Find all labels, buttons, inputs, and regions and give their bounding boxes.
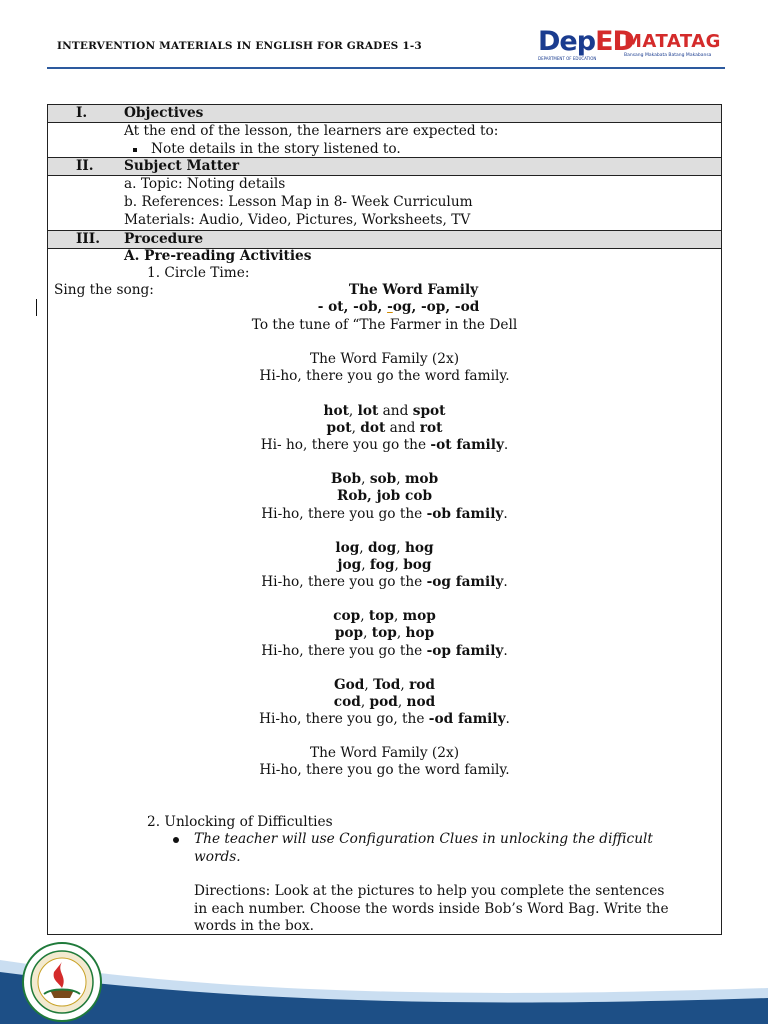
family-name: -od family xyxy=(428,711,506,727)
word: lot xyxy=(357,403,379,419)
section-number: III. xyxy=(76,231,100,247)
verse-ob-line3 xyxy=(48,506,721,523)
lesson-plan-table xyxy=(47,104,722,935)
text-cursor xyxy=(36,299,37,316)
verse-op-line3 xyxy=(48,643,721,660)
objectives-intro: At the end of the lesson, the learners are expected to: xyxy=(124,123,499,139)
verse-og-line1 xyxy=(48,540,721,557)
word: rod xyxy=(409,677,436,693)
word: log xyxy=(335,540,360,556)
song-title: The Word Family xyxy=(348,282,479,298)
sep: , xyxy=(361,471,370,487)
section-header-procedure xyxy=(48,230,721,249)
family-name: -og family xyxy=(426,574,504,590)
verse-ot-line2 xyxy=(48,420,721,437)
families-underlined-dash: - xyxy=(387,299,393,315)
section-label: Objectives xyxy=(124,105,204,121)
subject-materials: Materials: Audio, Video, Pictures, Worksheets, TV xyxy=(124,212,471,228)
families-part: - ot, -ob, xyxy=(317,299,388,315)
square-bullet-icon xyxy=(133,148,137,152)
word: Tod xyxy=(373,677,401,693)
song-refrain-line: The Word Family (2x) xyxy=(309,351,460,367)
deped-logo xyxy=(538,26,634,64)
lyric: Hi-ho, there you go, the xyxy=(259,711,429,727)
sep: , xyxy=(363,625,372,641)
word: dog xyxy=(367,540,397,556)
word: mob xyxy=(404,471,439,487)
word: pot xyxy=(326,420,352,436)
families-part: og, -op, -od xyxy=(392,299,480,315)
section-header-objectives xyxy=(48,105,721,123)
family-name: -ob family xyxy=(426,506,504,522)
verse-ot-line3 xyxy=(48,437,721,454)
sep: , xyxy=(397,694,407,710)
directions-line-2: in each number. Choose the words inside Bob’s Word Bag. Write the xyxy=(194,901,669,917)
punct: . xyxy=(503,574,508,590)
unlocking-bullet-text-2: words. xyxy=(194,849,241,865)
directions-line-3: words in the box. xyxy=(194,918,315,934)
song-tune: To the tune of “The Farmer in the Dell xyxy=(251,317,518,333)
sep: , xyxy=(348,403,358,419)
header-rule xyxy=(47,67,725,69)
word: jog xyxy=(337,557,362,573)
subject-topic: a. Topic: Noting details xyxy=(124,176,286,192)
sep: , xyxy=(361,557,370,573)
section-label: Procedure xyxy=(124,231,204,247)
word: top xyxy=(368,608,394,624)
department-seal xyxy=(22,942,102,1022)
word: cod xyxy=(333,694,361,710)
sep: , xyxy=(359,540,368,556)
word: pod xyxy=(369,694,398,710)
verse-op-line2 xyxy=(48,625,721,642)
round-bullet-icon xyxy=(173,837,179,843)
circle-time-label: 1. Circle Time: xyxy=(147,265,250,281)
family-name: -op family xyxy=(426,643,504,659)
objective-text: Note details in the story listened to. xyxy=(151,141,401,157)
unlocking-heading: 2. Unlocking of Difficulties xyxy=(147,814,333,830)
verse-ot-line1 xyxy=(48,403,721,420)
song-refrain-line: The Word Family (2x) xyxy=(309,745,460,761)
sep: , xyxy=(396,625,406,641)
deped-wordmark: DepED xyxy=(538,26,634,57)
word: sob xyxy=(369,471,397,487)
sep: , xyxy=(393,608,403,624)
sep: , xyxy=(396,471,405,487)
sep: and xyxy=(385,420,420,436)
unlocking-bullet xyxy=(173,831,179,848)
verse-ob-line2: Rob, job cob xyxy=(336,488,433,504)
sep: , xyxy=(364,677,374,693)
word: hot xyxy=(323,403,349,419)
word: top xyxy=(371,625,397,641)
sep: , xyxy=(400,677,410,693)
song-families xyxy=(48,299,721,316)
word: hog xyxy=(404,540,434,556)
footer-wave xyxy=(0,930,768,1024)
section-label: Subject Matter xyxy=(124,158,240,174)
word: mop xyxy=(402,608,436,624)
pre-reading-heading: A. Pre-reading Activities xyxy=(124,248,312,264)
verse-op-line1 xyxy=(48,608,721,625)
lyric: Hi-ho, there you go the xyxy=(261,574,427,590)
sing-the-song-label: Sing the song: xyxy=(54,282,154,298)
lyric: Hi- ho, there you go the xyxy=(260,437,431,453)
verse-od-line2 xyxy=(48,694,721,711)
document-header-title: INTERVENTION MATERIALS IN ENGLISH FOR GRADES 1-3 xyxy=(57,40,422,52)
song-refrain-line: Hi-ho, there you go the word family. xyxy=(259,368,510,384)
word: pop xyxy=(334,625,364,641)
punct: . xyxy=(505,711,510,727)
word: dot xyxy=(360,420,386,436)
word: bog xyxy=(403,557,432,573)
deped-subtitle: DEPARTMENT OF EDUCATION xyxy=(538,56,597,61)
section-header-subject-matter xyxy=(48,157,721,176)
sep: , xyxy=(360,694,370,710)
family-name: -ot family xyxy=(430,437,504,453)
unlocking-bullet-text-1: The teacher will use Configuration Clues in unlocking the difficult xyxy=(194,831,653,847)
sep: , xyxy=(396,540,405,556)
verse-od-line3 xyxy=(48,711,721,728)
word: cop xyxy=(333,608,361,624)
verse-od-line1 xyxy=(48,677,721,694)
deped-ed-letters: ED xyxy=(595,26,634,57)
word: God xyxy=(333,677,365,693)
matatag-logo xyxy=(624,33,744,58)
word: hop xyxy=(405,625,435,641)
sep: , xyxy=(394,557,404,573)
word: fog xyxy=(369,557,395,573)
subject-references: b. References: Lesson Map in 8- Week Curriculum xyxy=(124,194,473,210)
verse-og-line3 xyxy=(48,574,721,591)
matatag-tagline: Bansang Makabata Batang Makabansa xyxy=(624,53,712,58)
objectives-bullet xyxy=(133,141,401,158)
word: Bob xyxy=(330,471,362,487)
punct: . xyxy=(503,506,508,522)
verse-ob-line1 xyxy=(48,471,721,488)
song-refrain-line: Hi-ho, there you go the word family. xyxy=(259,762,510,778)
verse-og-line2 xyxy=(48,557,721,574)
directions-line-1: Directions: Look at the pictures to help you complete the sentences xyxy=(194,883,665,899)
punct: . xyxy=(503,643,508,659)
lyric: Hi-ho, there you go the xyxy=(261,506,427,522)
word: spot xyxy=(412,403,446,419)
word: rot xyxy=(419,420,443,436)
section-number: I. xyxy=(76,105,88,121)
sep: , xyxy=(351,420,361,436)
sep: , xyxy=(360,608,369,624)
section-number: II. xyxy=(76,158,94,174)
punct: . xyxy=(503,437,509,453)
word: nod xyxy=(406,694,436,710)
matatag-wordmark: MATATAG xyxy=(624,31,721,52)
lyric: Hi-ho, there you go the xyxy=(261,643,427,659)
sep: and xyxy=(378,403,413,419)
